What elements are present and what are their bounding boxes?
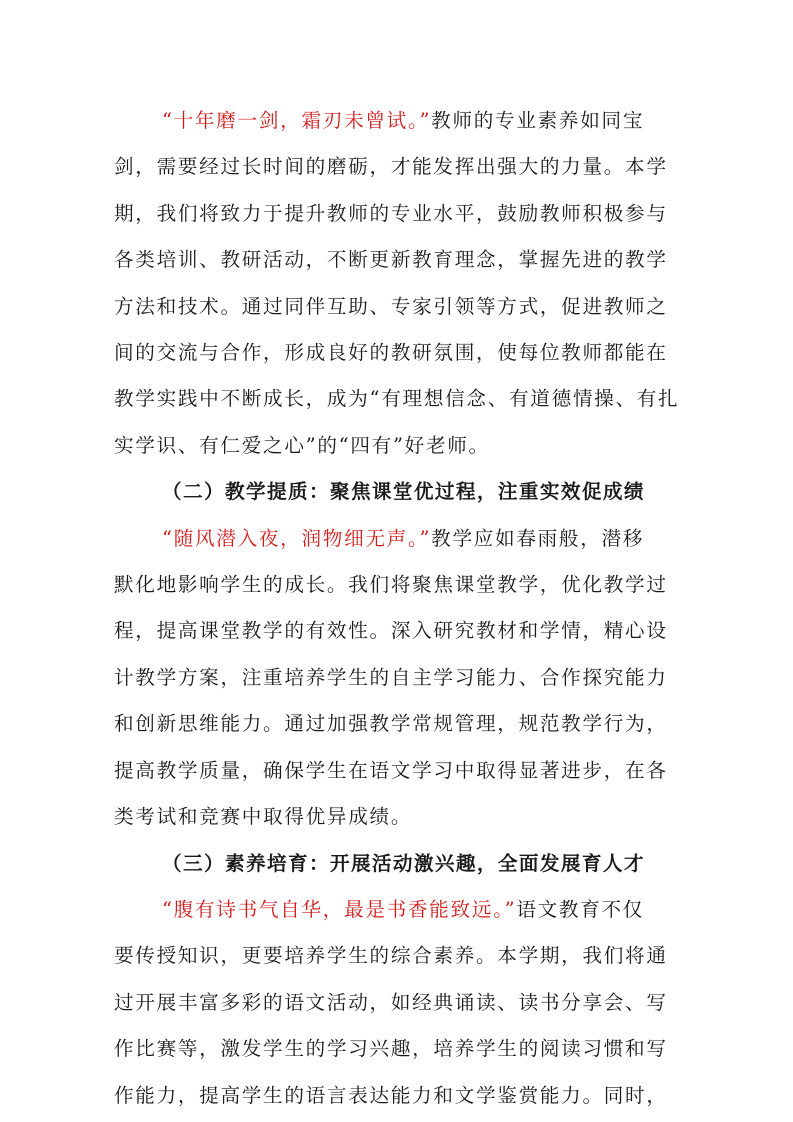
paragraph-teaching-quality bbox=[114, 516, 680, 841]
document-page bbox=[114, 98, 680, 1119]
text-line: 方法和技术。通过同伴互助、专家引领等方式，促进教师之 bbox=[114, 294, 668, 318]
text-line: 各类培训、教研活动，不断更新教育理念，掌握先进的教学 bbox=[114, 248, 668, 272]
text-line: 实学识、有仁爱之心”的“四有”好老师。 bbox=[114, 433, 490, 457]
text-line: 剑，需要经过长时间的磨砺，才能发挥出强大的力量。本学 bbox=[114, 155, 668, 179]
text-line: 要传授知识，更要培养学生的综合素养。本学期，我们将通 bbox=[114, 944, 668, 968]
text-line: 程，提高课堂教学的有效性。深入研究教材和学情，精心设 bbox=[114, 619, 668, 643]
text-line: 教学实践中不断成长，成为“有理想信念、有道德情操、有扎 bbox=[114, 387, 680, 411]
text-line: “腹有诗书气自华，最是书香能致远。”语文教育不仅 bbox=[162, 897, 645, 921]
text-line: 作比赛等，激发学生的学习兴趣，培养学生的阅读习惯和写 bbox=[114, 1037, 668, 1061]
text-line: 过开展丰富多彩的语文活动，如经典诵读、读书分享会、写 bbox=[114, 990, 668, 1014]
section-heading-teaching-quality: （二）教学提质：聚焦课堂优过程，注重实效促成绩 bbox=[162, 480, 645, 504]
red-quote: “十年磨一剑，霜刃未曾试。” bbox=[162, 109, 432, 132]
text-line: 期，我们将致力于提升教师的专业水平，鼓励教师积极参与 bbox=[114, 201, 668, 225]
section-heading-literacy: （三）素养培育：开展活动激兴趣，全面发展育人才 bbox=[162, 851, 645, 875]
paragraph-literacy bbox=[114, 887, 680, 1119]
text-line: 默化地影响学生的成长。我们将聚焦课堂教学，优化教学过 bbox=[114, 573, 668, 597]
text-line: 间的交流与合作，形成良好的教研氛围，使每位教师都能在 bbox=[114, 341, 668, 365]
text-line: “随风潜入夜，润物细无声。”教学应如春雨般，潜移 bbox=[162, 526, 645, 550]
text-line: “十年磨一剑，霜刃未曾试。”教师的专业素养如同宝 bbox=[162, 109, 645, 132]
text-line: 计教学方案，注重培养学生的自主学习能力、合作探究能力 bbox=[114, 665, 668, 689]
red-quote: “随风潜入夜，润物细无声。” bbox=[162, 526, 432, 550]
paragraph-teacher-development bbox=[114, 98, 680, 469]
red-quote: “腹有诗书气自华，最是书香能致远。” bbox=[162, 897, 517, 921]
text-line: 和创新思维能力。通过加强教学常规管理，规范教学行为， bbox=[114, 712, 668, 736]
text-line: 类考试和竞赛中取得优异成绩。 bbox=[114, 805, 413, 829]
text-line: 提高教学质量，确保学生在语文学习中取得显著进步，在各 bbox=[114, 758, 668, 782]
text-line: 作能力，提高学生的语言表达能力和文学鉴赏能力。同时， bbox=[114, 1083, 668, 1107]
